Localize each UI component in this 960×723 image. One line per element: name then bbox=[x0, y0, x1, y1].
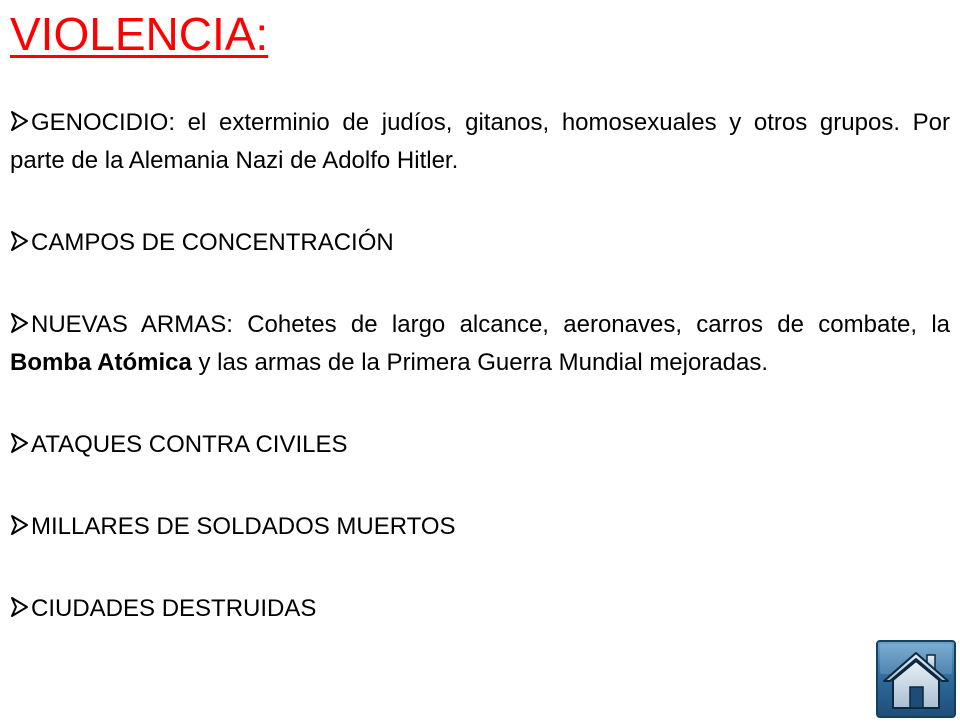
bullet-item bbox=[10, 508, 950, 546]
bullet-text: ATAQUES CONTRA CIVILES bbox=[31, 431, 348, 458]
bullet-item bbox=[10, 104, 950, 180]
arrow-bullet-icon bbox=[10, 432, 29, 456]
bullet-text: MILLARES DE SOLDADOS MUERTOS bbox=[31, 513, 456, 540]
home-button[interactable] bbox=[876, 640, 956, 718]
bullet-item bbox=[10, 590, 950, 628]
arrow-bullet-icon bbox=[10, 110, 29, 134]
bullet-text: CAMPOS DE CONCENTRACIÓN bbox=[31, 229, 394, 256]
bullet-item bbox=[10, 426, 950, 464]
slide-title: VIOLENCIA: bbox=[10, 8, 269, 60]
arrow-bullet-icon bbox=[10, 514, 29, 538]
bullet-list bbox=[10, 104, 950, 628]
bullet-text: CIUDADES DESTRUIDAS bbox=[31, 595, 317, 622]
bold-text: Bomba Atómica bbox=[10, 349, 192, 376]
bullet-item bbox=[10, 224, 950, 262]
arrow-bullet-icon bbox=[10, 230, 29, 254]
bullet-text: GENOCIDIO: el exterminio de judíos, gitanos, homosexuales y otros grupos. Por parte de la Alemania Nazi de Adolfo Hitler. bbox=[10, 109, 950, 174]
home-icon bbox=[876, 640, 956, 718]
arrow-bullet-icon bbox=[10, 596, 29, 620]
bullet-item bbox=[10, 306, 950, 382]
arrow-bullet-icon bbox=[10, 312, 29, 336]
bullet-text: NUEVAS ARMAS: Cohetes de largo alcance, aeronaves, carros de combate, la bbox=[31, 311, 950, 338]
bullet-text: y las armas de la Primera Guerra Mundial mejoradas. bbox=[191, 349, 769, 376]
